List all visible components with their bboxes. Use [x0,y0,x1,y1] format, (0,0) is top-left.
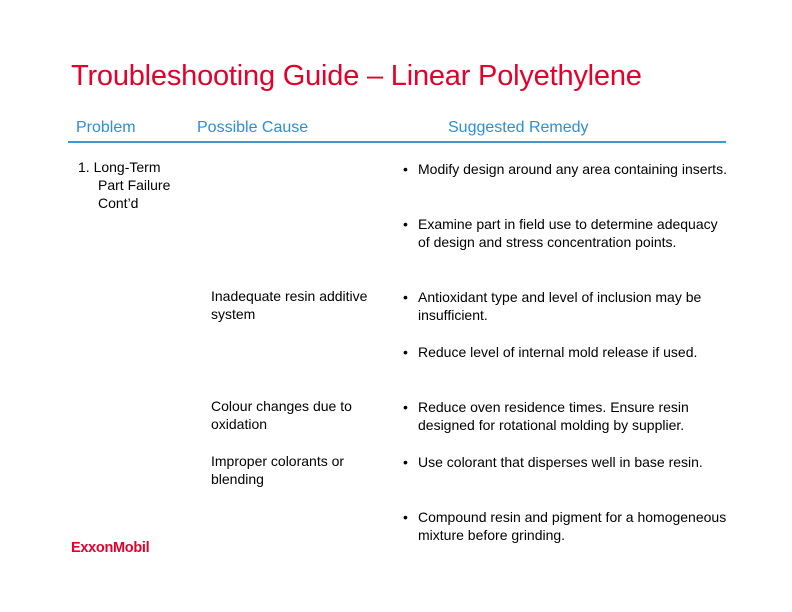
column-header-cause: Possible Cause [197,119,309,136]
bullet-icon: • [403,289,408,305]
remedy-item [403,160,728,178]
header-divider [68,141,726,143]
remedy-text: Antioxidant type and level of inclusion may be insufficient. [418,289,702,323]
problem-cell [78,158,170,212]
exxonmobil-logo: ExxonMobil [71,540,150,556]
remedy-text: Use colorant that disperses well in base resin. [418,454,703,470]
remedy-text: Reduce level of internal mold release if used. [418,344,698,360]
remedy-item [403,508,728,544]
remedy-text: Examine part in field use to determine adequacy of design and stress concentration points. [418,216,718,250]
page-title: Troubleshooting Guide – Linear Polyethylene [71,60,642,92]
bullet-icon: • [403,454,408,470]
remedy-item [403,398,728,434]
remedy-item [403,343,728,361]
cause-item: Inadequate resin additive system [211,288,368,322]
problem-line-3: Cont’d [98,195,139,211]
bullet-icon: • [403,399,408,415]
remedy-text: Modify design around any area containing inserts. [418,161,727,177]
problem-line-1: 1. Long-Term [78,159,161,175]
remedy-item [403,288,728,324]
column-header-remedy: Suggested Remedy [448,119,589,136]
bullet-icon: • [403,509,408,525]
column-header-problem: Problem [76,119,136,136]
problem-line-2: Part Failure [98,177,171,193]
bullet-icon: • [403,344,408,360]
remedy-text: Compound resin and pigment for a homogeneous mixture before grinding. [418,509,727,543]
cause-item: Colour changes due to oxidation [211,398,352,432]
remedy-item [403,453,728,471]
bullet-icon: • [403,216,408,232]
remedy-item [403,215,728,251]
remedy-text: Reduce oven residence times. Ensure resin designed for rotational molding by supplier. [418,399,689,433]
bullet-icon: • [403,161,408,177]
cause-item: Improper colorants or blending [211,453,345,487]
